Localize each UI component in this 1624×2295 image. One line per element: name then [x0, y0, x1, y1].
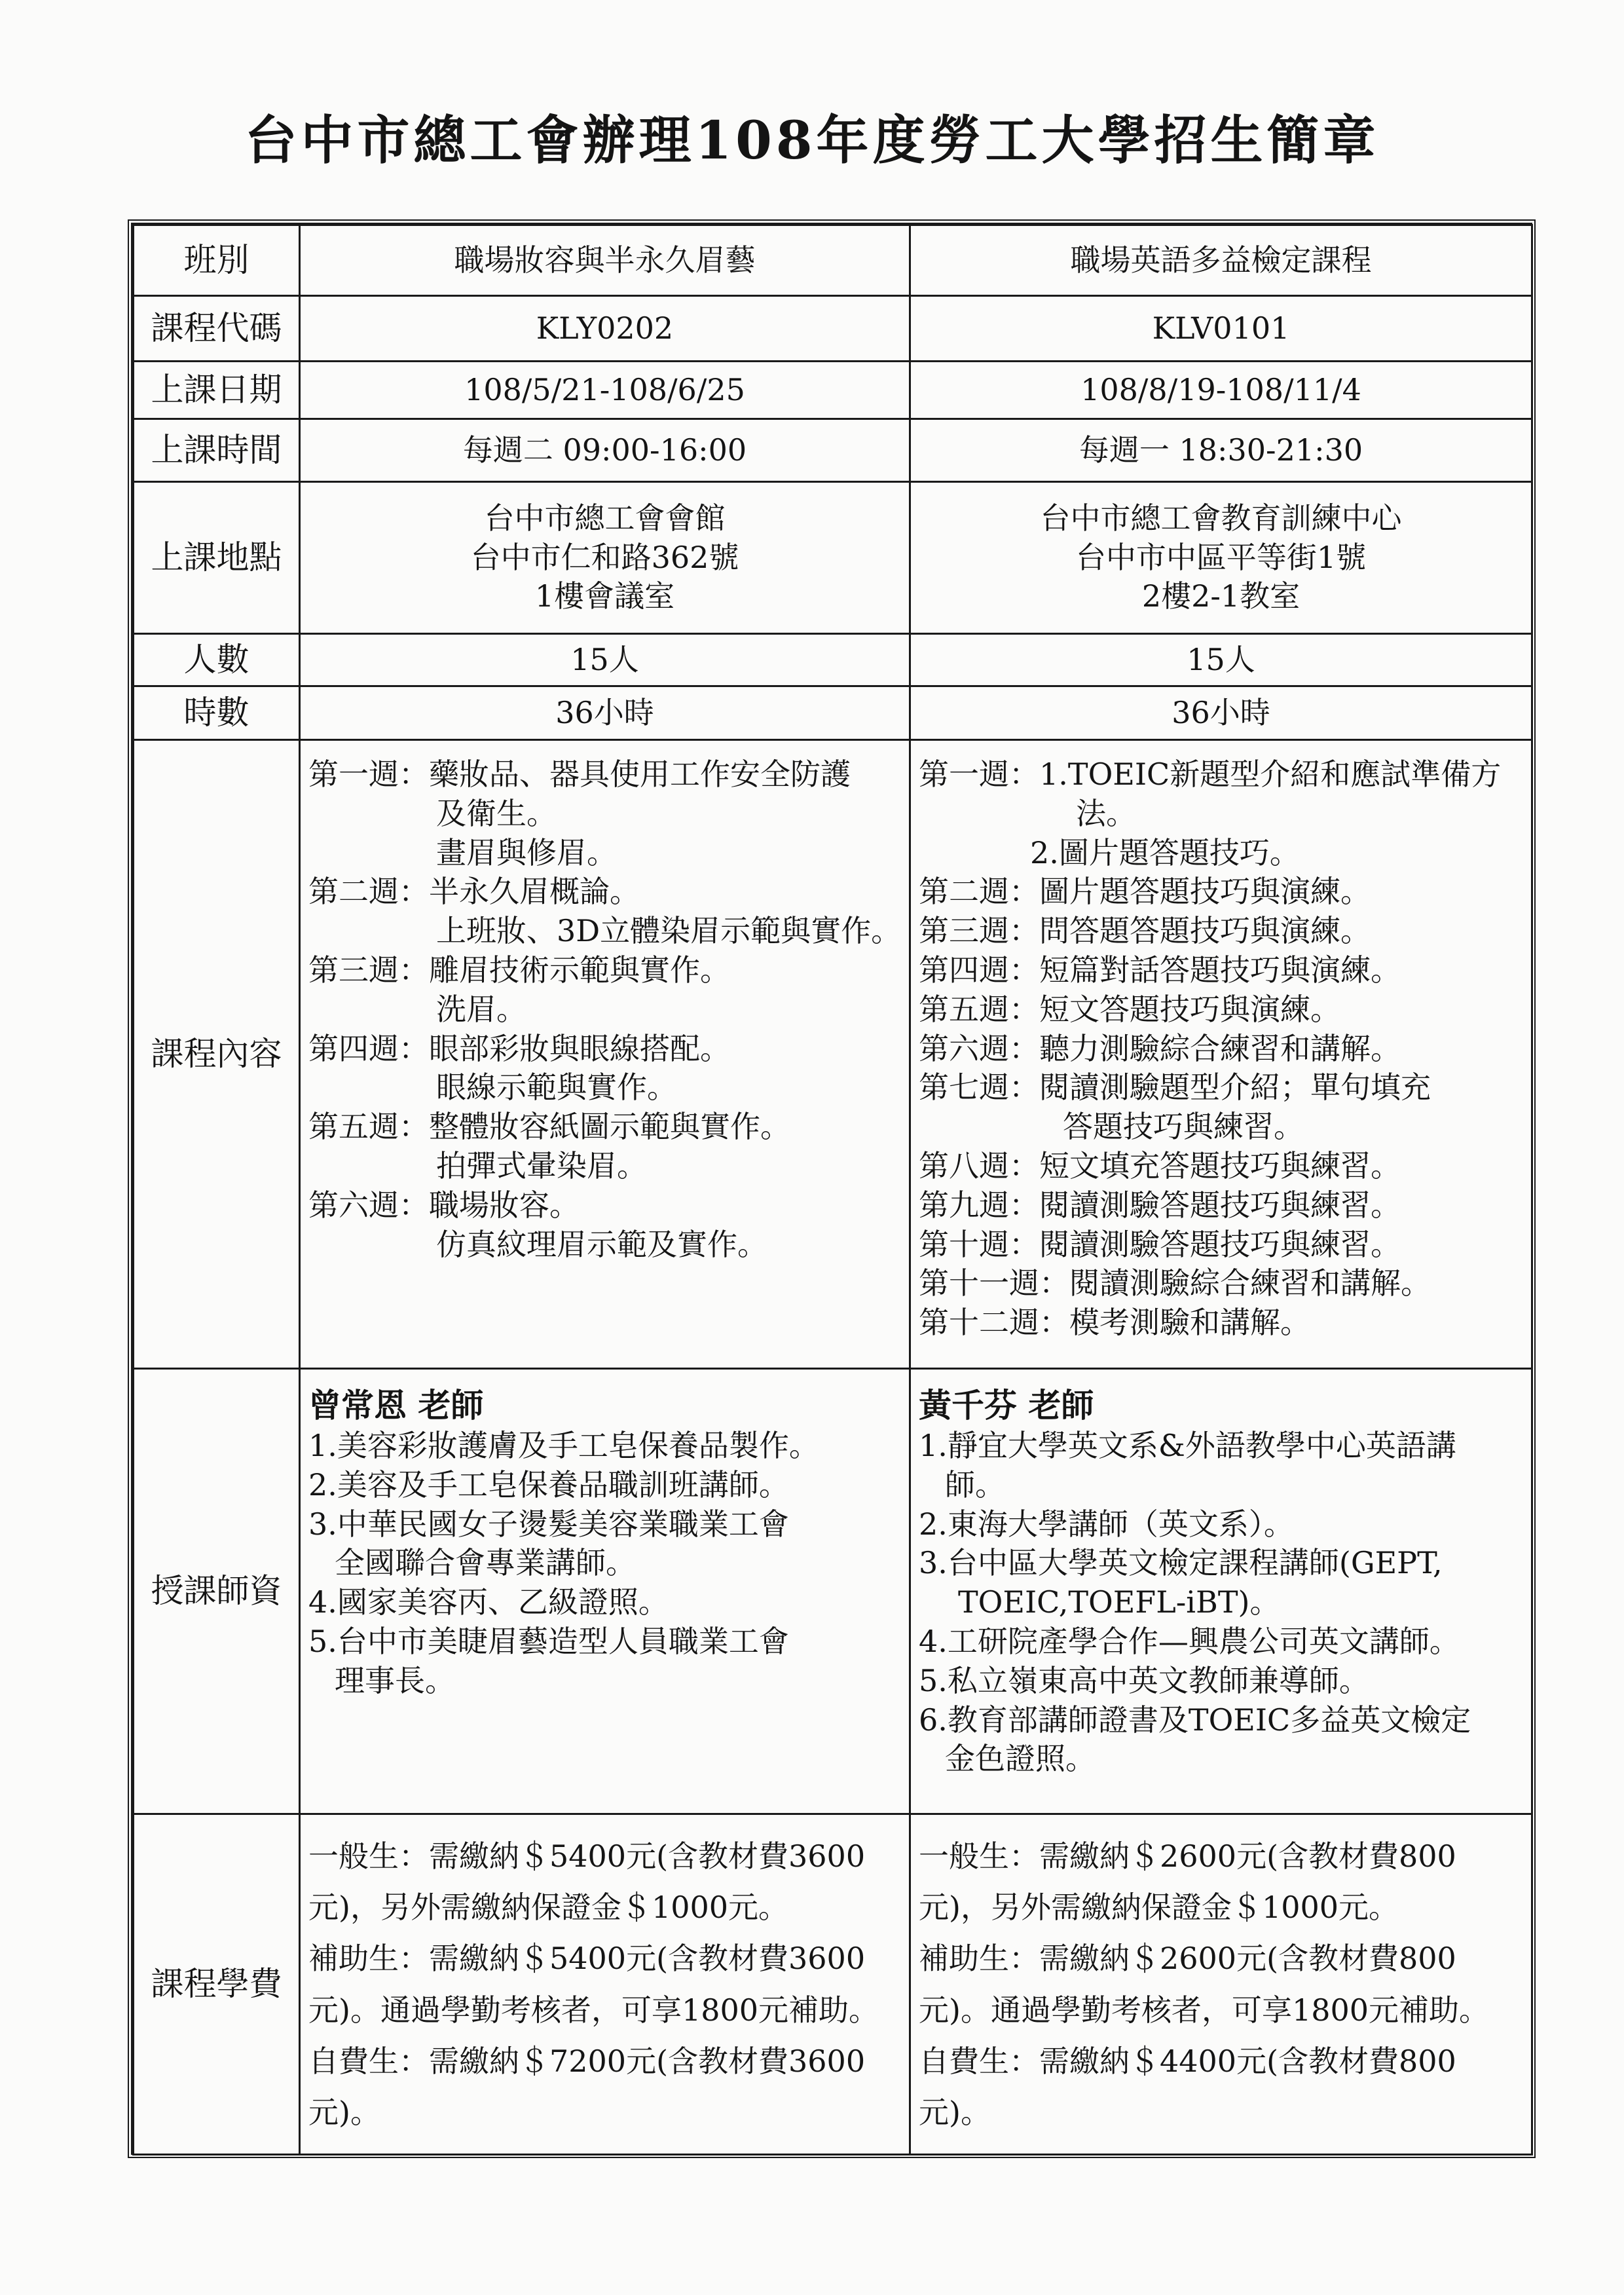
label-hours: 時數 [134, 686, 300, 740]
course1-hours: 36小時 [300, 686, 910, 740]
label-teacher: 授課師資 [134, 1369, 300, 1814]
label-code: 課程代碼 [134, 296, 300, 362]
course2-time: 每週一 18:30-21:30 [910, 419, 1532, 482]
label-class: 班別 [134, 225, 300, 296]
row-content [134, 740, 1532, 1369]
course2-teacher: 黃千芬 老師 1.靜宜大學英文系&外語教學中心英語講 師。 2.東海大學講師（英文系）。 3.台中區大學英文檢定課程講師(GEPT, TOEIC,TOEFL-iBT)。 4.工研院產學合作—興農公司英文講師。 5.私立嶺東高中英文教師兼導師。 6.教育部講師證書及TOEIC多益英文檢定 金色證照。 [910, 1369, 1532, 1814]
label-people: 人數 [134, 634, 300, 686]
course2-content: 第一週：1.TOEIC新題型介紹和應試準備方 法。 2.圖片題答題技巧。 第二週：圖片題答題技巧與演練。 第三週：問答題答題技巧與演練。 第四週：短篇對話答題技巧與演練。 第五週：短文答題技巧與演練。 第六週：聽力測驗綜合練習和講解。 第七週：閱讀測驗題型介紹；單句填充 答題技巧與練習。 第八週：短文填充答題技巧與練習。 第九週：閱讀測驗答題技巧與練習。 第十週：閱讀測驗答題技巧與練習。 第十一週：閱讀測驗綜合練習和講解。 第十二週：模考測驗和講解。 [910, 740, 1532, 1369]
course1-content: 第一週：藥妝品、器具使用工作安全防護 及衛生。 畫眉與修眉。 第二週：半永久眉概論。 上班妝、3D立體染眉示範與實作。 第三週：雕眉技術示範與實作。 洗眉。 第四週：眼部彩妝與眼線搭配。 眼線示範與實作。 第五週：整體妝容紙圖示範與實作。 拍彈式暈染眉。 第六週：職場妝容。 仿真紋理眉示範及實作。 [300, 740, 910, 1369]
course2-code: KLV0101 [910, 296, 1532, 362]
course1-name: 職場妝容與半永久眉藝 [300, 225, 910, 296]
course1-fees: 一般生：需繳納＄5400元(含教材費3600 元)，另外需繳納保證金＄1000元。 補助生：需繳納＄5400元(含教材費3600 元)。通過學勤考核者，可享1800元補助。 自費生：需繳納＄7200元(含教材費3600 元)。 [300, 1814, 910, 2155]
row-teacher [134, 1369, 1532, 1814]
course2-people: 15人 [910, 634, 1532, 686]
course1-teacher: 曾常恩 老師 1.美容彩妝護膚及手工皂保養品製作。 2.美容及手工皂保養品職訓班講師。 3.中華民國女子燙髮美容業職業工會 全國聯合會專業講師。 4.國家美容丙、乙級證照。 5.台中市美睫眉藝造型人員職業工會 理事長。 [300, 1369, 910, 1814]
row-place [134, 482, 1532, 634]
row-hours [134, 686, 1532, 740]
course1-place: 台中市總工會會館 台中市仁和路362號 1樓會議室 [300, 482, 910, 634]
course2-hours: 36小時 [910, 686, 1532, 740]
course2-place: 台中市總工會教育訓練中心 台中市中區平等街1號 2樓2-1教室 [910, 482, 1532, 634]
course1-date: 108/5/21-108/6/25 [300, 362, 910, 419]
course2-fees: 一般生：需繳納＄2600元(含教材費800 元)，另外需繳納保證金＄1000元。 補助生：需繳納＄2600元(含教材費800 元)。通過學勤考核者，可享1800元補助。 自費生：需繳納＄4400元(含教材費800 元)。 [910, 1814, 1532, 2155]
course2-name: 職場英語多益檢定課程 [910, 225, 1532, 296]
document-title: 台中市總工會辦理108年度勞工大學招生簡章 [244, 109, 1380, 171]
row-class [134, 225, 1532, 296]
teacher2-name: 黃千芬 老師 [919, 1386, 1094, 1425]
row-code [134, 296, 1532, 362]
course1-people: 15人 [300, 634, 910, 686]
teacher1-name: 曾常恩 老師 [308, 1386, 484, 1425]
row-time [134, 419, 1532, 482]
course2-date: 108/8/19-108/11/4 [910, 362, 1532, 419]
course1-code: KLY0202 [300, 296, 910, 362]
course1-time: 每週二 09:00-16:00 [300, 419, 910, 482]
row-date [134, 362, 1532, 419]
row-people [134, 634, 1532, 686]
row-fee [134, 1814, 1532, 2155]
label-fee: 課程學費 [134, 1814, 300, 2155]
label-content: 課程內容 [134, 740, 300, 1369]
label-date: 上課日期 [134, 362, 300, 419]
admission-table [128, 219, 1536, 2158]
label-place: 上課地點 [134, 482, 300, 634]
label-time: 上課時間 [134, 419, 300, 482]
